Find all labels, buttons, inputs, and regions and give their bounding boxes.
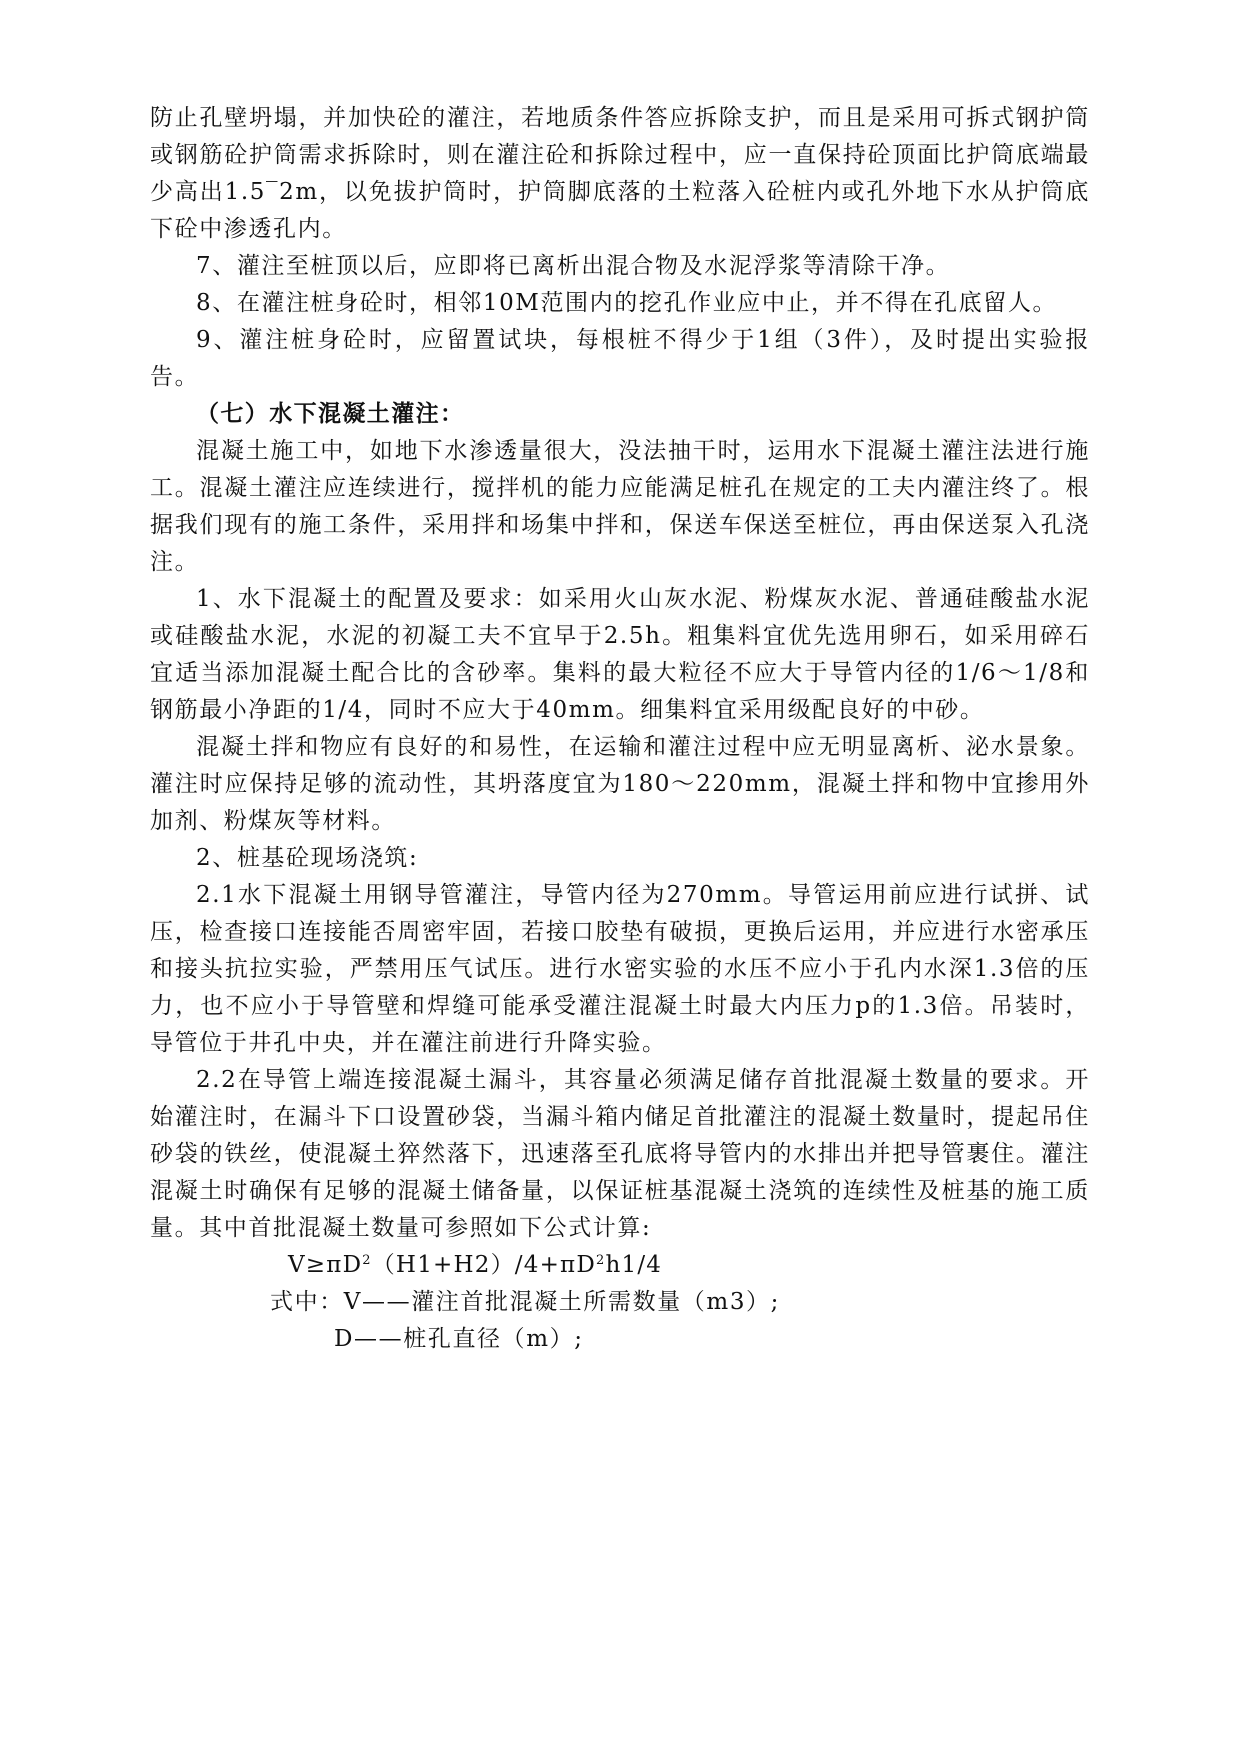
paragraph-item-2-1: 2.1水下混凝土用钢导管灌注，导管内径为270mm。导管运用前应进行试拼、试压，检查接口连接能否周密牢固，若接口胶垫有破损，更换后运用，并应进行水密承压和接头抗拉实验，严禁用压气试压。进行水密实验的水压不应小于孔内水深1.3倍的压力，也不应小于导管壁和焊缝可能承受灌注混凝土时最大内压力p的1.3倍。吊装时，导管位于井孔中央，并在灌注前进行升降实验。 <box>150 882 1090 1056</box>
formula-superscript-2: 2 <box>596 1253 606 1268</box>
paragraph-pouring-title: 2、桩基砼现场浇筑: <box>196 845 419 871</box>
paragraph-item-9: 9、灌注桩身砼时，应留置试块，每根桩不得少于1组（3件），及时提出实验报告。 <box>150 327 1090 390</box>
formula-part-1: V≥πD <box>288 1252 363 1278</box>
formula-part-2: （H1+H2）/4+πD <box>371 1252 596 1278</box>
paragraph-item-2-2: 2.2在导管上端连接混凝土漏斗，其容量必须满足储存首批混凝土数量的要求。开始灌注时，在漏斗下口设置砂袋，当漏斗箱内储足首批灌注的混凝土数量时，提起吊住砂袋的铁丝，使混凝土猝然落下，迅速落至孔底将导管内的水排出并把导管裹住。灌注混凝土时确保有足够的混凝土储备量，以保证桩基混凝土浇筑的连续性及桩基的施工质量。其中首批混凝土数量可参照如下公式计算: <box>150 1067 1090 1241</box>
paragraph-casing-removal: 防止孔壁坍塌，并加快砼的灌注，若地质条件答应拆除支护，而且是采用可拆式钢护筒或钢筋砼护筒需求拆除时，则在灌注砼和拆除过程中，应一直保持砼顶面比护筒底端最少高出1.5‾2m，以免拔护筒时，护筒脚底落的土粒落入砼桩内或孔外地下水从护筒底下砼中渗透孔内。 <box>150 105 1090 242</box>
formula <box>150 1247 1090 1284</box>
document-body <box>150 100 1090 1358</box>
paragraph-item-8: 8、在灌注桩身砼时，相邻10M范围内的挖孔作业应中止，并不得在孔底留人。 <box>196 290 1058 316</box>
definition-d: D——桩孔直径（m）; <box>334 1326 584 1352</box>
paragraph-mix-requirements: 1、水下混凝土的配置及要求：如采用火山灰水泥、粉煤灰水泥、普通硅酸盐水泥或硅酸盐水泥，水泥的初凝工夫不宜早于2.5h。粗集料宜优先选用卵石，如采用碎石宜适当添加混凝土配合比的含砂率。集料的最大粒径不应大于导管内径的1/6～1/8和钢筋最小净距的1/4，同时不应大于40mm。细集料宜采用级配良好的中砂。 <box>150 586 1090 723</box>
paragraph-item-7: 7、灌注至桩顶以后，应即将已离析出混合物及水泥浮浆等清除干净。 <box>196 253 951 279</box>
formula-superscript-1: 2 <box>362 1253 372 1268</box>
section-heading: （七）水下混凝土灌注： <box>196 401 465 427</box>
paragraph-workability: 混凝土拌和物应有良好的和易性，在运输和灌注过程中应无明显离析、泌水景象。灌注时应保持足够的流动性，其坍落度宜为180～220mm，混凝土拌和物中宜掺用外加剂、粉煤灰等材料。 <box>150 734 1090 834</box>
formula-part-3: h1/4 <box>605 1252 663 1278</box>
definition-v: 式中：V——灌注首批混凝土所需数量（m3）; <box>270 1289 781 1315</box>
paragraph-intro: 混凝土施工中，如地下水渗透量很大，没法抽干时，运用水下混凝土灌注法进行施工。混凝土灌注应连续进行，搅拌机的能力应能满足桩孔在规定的工夫内灌注终了。根据我们现有的施工条件，采用拌和场集中拌和，保送车保送至桩位，再由保送泵入孔浇注。 <box>150 438 1090 575</box>
